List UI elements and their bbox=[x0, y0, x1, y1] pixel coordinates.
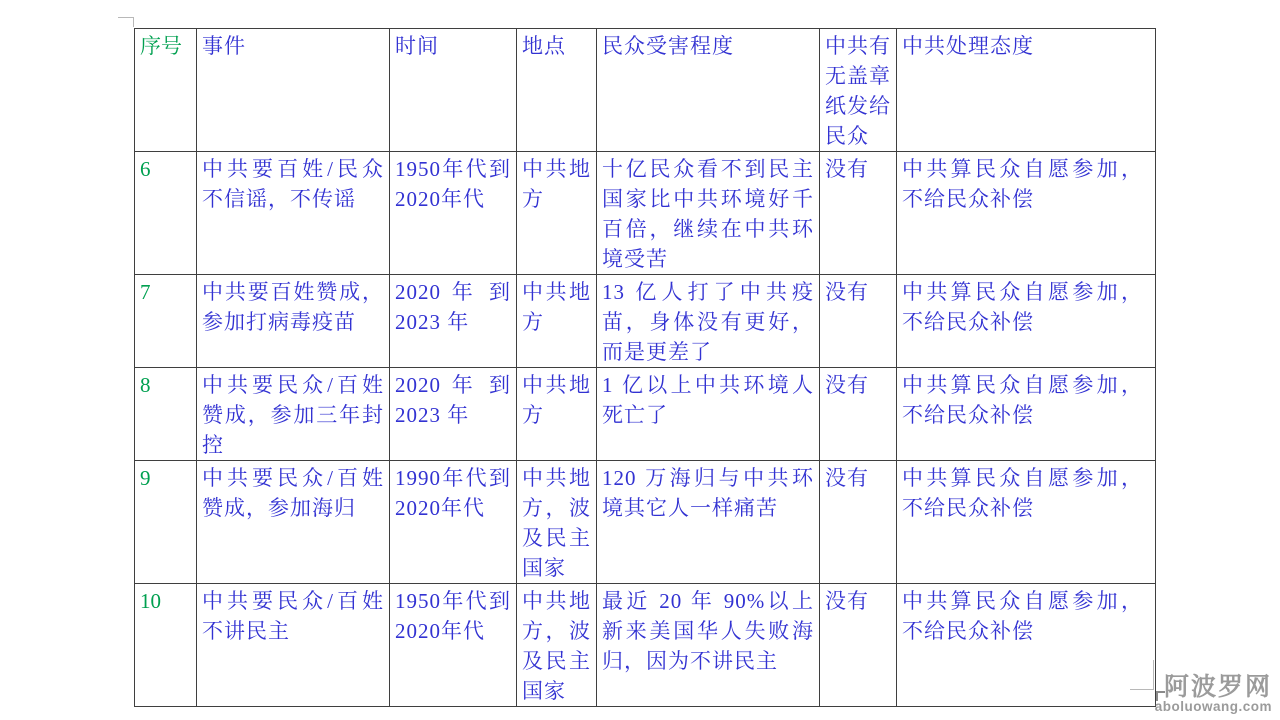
cell-index: 9 bbox=[135, 461, 197, 584]
cell-event: 中共要民众/百姓赞成，参加三年封控 bbox=[197, 368, 390, 461]
cell-harm: 13 亿人打了中共疫苗，身体没有更好，而是更差了 bbox=[597, 275, 820, 368]
cell-time: 1950年代到2020年代 bbox=[390, 584, 517, 707]
cell-location: 中共地方 bbox=[517, 275, 597, 368]
table-header-row bbox=[135, 29, 1156, 152]
cell-time: 1990年代到2020年代 bbox=[390, 461, 517, 584]
header-cell-event: 事件 bbox=[197, 29, 390, 152]
cell-location: 中共地方，波及民主国家 bbox=[517, 584, 597, 707]
cell-index: 6 bbox=[135, 152, 197, 275]
table-row bbox=[135, 461, 1156, 584]
watermark-domain: aboluowang.com bbox=[1154, 699, 1272, 714]
cell-stamp: 没有 bbox=[820, 275, 897, 368]
cell-stamp: 没有 bbox=[820, 461, 897, 584]
header-cell-stamp: 中共有无盖章纸发给民众 bbox=[820, 29, 897, 152]
table-row bbox=[135, 275, 1156, 368]
cell-time: 2020 年 到 2023 年 bbox=[390, 275, 517, 368]
cell-index: 10 bbox=[135, 584, 197, 707]
table-row bbox=[135, 584, 1156, 707]
cell-harm: 最近 20 年 90%以上新来美国华人失败海归，因为不讲民主 bbox=[597, 584, 820, 707]
cell-attitude: 中共算民众自愿参加，不给民众补偿 bbox=[897, 275, 1156, 368]
cell-harm: 120 万海归与中共环境其它人一样痛苦 bbox=[597, 461, 820, 584]
cell-stamp: 没有 bbox=[820, 584, 897, 707]
page-corner-mark-top-left bbox=[118, 17, 134, 27]
watermark-title: 阿波罗网 bbox=[1163, 673, 1272, 701]
table-row bbox=[135, 152, 1156, 275]
cell-event: 中共要百姓赞成，参加打病毒疫苗 bbox=[197, 275, 390, 368]
site-watermark bbox=[1155, 675, 1272, 714]
cell-index: 7 bbox=[135, 275, 197, 368]
cell-event: 中共要民众/百姓不讲民主 bbox=[197, 584, 390, 707]
cell-harm: 1 亿以上中共环境人死亡了 bbox=[597, 368, 820, 461]
table-row bbox=[135, 368, 1156, 461]
header-cell-index: 序号 bbox=[135, 29, 197, 152]
header-cell-location: 地点 bbox=[517, 29, 597, 152]
header-cell-attitude: 中共处理态度 bbox=[897, 29, 1156, 152]
cell-time: 1950年代到2020年代 bbox=[390, 152, 517, 275]
cell-attitude: 中共算民众自愿参加，不给民众补偿 bbox=[897, 584, 1156, 707]
cell-attitude: 中共算民众自愿参加，不给民众补偿 bbox=[897, 368, 1156, 461]
cell-stamp: 没有 bbox=[820, 368, 897, 461]
cell-index: 8 bbox=[135, 368, 197, 461]
cell-attitude: 中共算民众自愿参加，不给民众补偿 bbox=[897, 152, 1156, 275]
cell-harm: 十亿民众看不到民主国家比中共环境好千百倍，继续在中共环境受苦 bbox=[597, 152, 820, 275]
cell-attitude: 中共算民众自愿参加，不给民众补偿 bbox=[897, 461, 1156, 584]
header-cell-harm: 民众受害程度 bbox=[597, 29, 820, 152]
cell-event: 中共要百姓/民众不信谣，不传谣 bbox=[197, 152, 390, 275]
cell-event: 中共要民众/百姓赞成，参加海归 bbox=[197, 461, 390, 584]
cell-location: 中共地方 bbox=[517, 368, 597, 461]
cell-location: 中共地方，波及民主国家 bbox=[517, 461, 597, 584]
cell-stamp: 没有 bbox=[820, 152, 897, 275]
cell-location: 中共地方 bbox=[517, 152, 597, 275]
header-cell-time: 时间 bbox=[390, 29, 517, 152]
events-table bbox=[134, 28, 1156, 707]
cell-time: 2020 年 到 2023 年 bbox=[390, 368, 517, 461]
